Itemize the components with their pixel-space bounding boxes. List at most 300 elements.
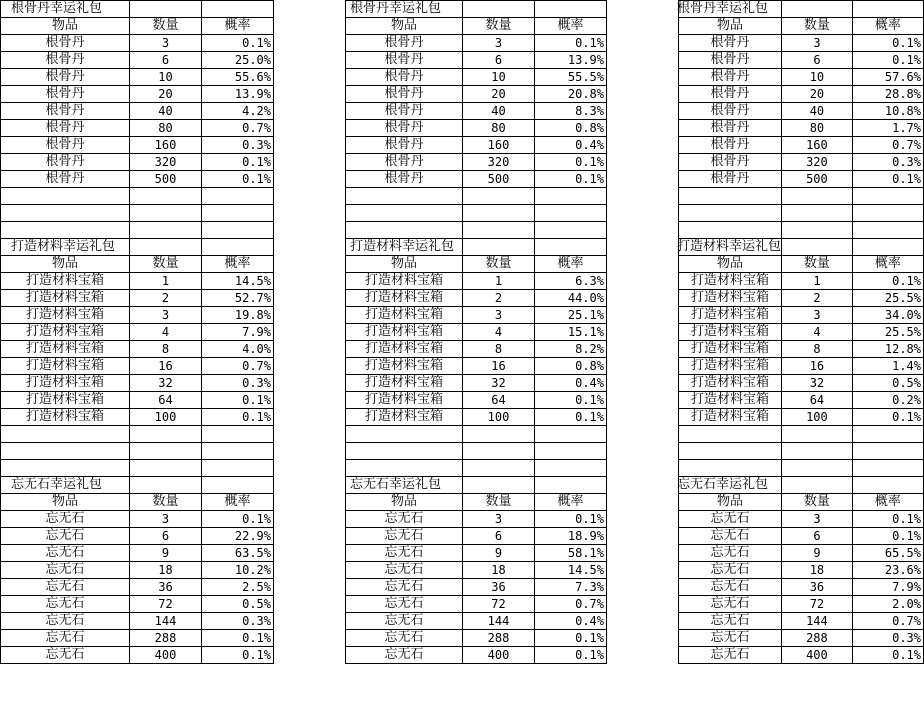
header-item[interactable]: 物品 [346, 18, 463, 35]
empty-cell[interactable] [782, 1, 853, 18]
item-name-cell[interactable]: 根骨丹 [346, 154, 463, 171]
item-name-cell[interactable]: 忘无石 [346, 647, 463, 664]
quantity-cell[interactable]: 6 [463, 52, 535, 69]
empty-cell[interactable] [130, 239, 202, 256]
header-quantity[interactable]: 数量 [130, 256, 202, 273]
item-name-cell[interactable]: 打造材料宝箱 [679, 341, 782, 358]
item-name-cell[interactable]: 根骨丹 [679, 69, 782, 86]
probability-cell[interactable]: 0.5% [202, 596, 274, 613]
item-name-cell[interactable]: 忘无石 [1, 579, 130, 596]
section-title[interactable]: 根骨丹幸运礼包 [1, 1, 130, 18]
section-title[interactable]: 忘无石幸运礼包 [1, 477, 130, 494]
item-name-cell[interactable]: 忘无石 [346, 613, 463, 630]
quantity-cell[interactable]: 32 [463, 375, 535, 392]
empty-cell[interactable] [463, 205, 535, 222]
item-name-cell[interactable]: 打造材料宝箱 [346, 358, 463, 375]
quantity-cell[interactable]: 320 [463, 154, 535, 171]
empty-cell[interactable] [679, 460, 782, 477]
item-name-cell[interactable]: 忘无石 [679, 630, 782, 647]
empty-cell[interactable] [202, 188, 274, 205]
empty-cell[interactable] [463, 460, 535, 477]
quantity-cell[interactable]: 320 [782, 154, 853, 171]
empty-cell[interactable] [782, 426, 853, 443]
item-name-cell[interactable]: 打造材料宝箱 [679, 358, 782, 375]
probability-cell[interactable]: 2.5% [202, 579, 274, 596]
item-name-cell[interactable]: 根骨丹 [679, 86, 782, 103]
empty-cell[interactable] [202, 477, 274, 494]
quantity-cell[interactable]: 10 [782, 69, 853, 86]
empty-cell[interactable] [535, 426, 607, 443]
item-name-cell[interactable]: 打造材料宝箱 [1, 392, 130, 409]
item-name-cell[interactable]: 忘无石 [1, 511, 130, 528]
empty-cell[interactable] [535, 188, 607, 205]
quantity-cell[interactable]: 6 [130, 528, 202, 545]
empty-cell[interactable] [852, 1, 923, 18]
header-probability[interactable]: 概率 [852, 256, 923, 273]
header-probability[interactable]: 概率 [535, 256, 607, 273]
empty-cell[interactable] [535, 1, 607, 18]
probability-cell[interactable]: 57.6% [852, 69, 923, 86]
probability-cell[interactable]: 8.3% [535, 103, 607, 120]
item-name-cell[interactable]: 根骨丹 [679, 35, 782, 52]
quantity-cell[interactable]: 16 [130, 358, 202, 375]
item-name-cell[interactable]: 打造材料宝箱 [346, 392, 463, 409]
probability-cell[interactable]: 0.1% [852, 647, 923, 664]
item-name-cell[interactable]: 打造材料宝箱 [1, 341, 130, 358]
probability-cell[interactable]: 0.1% [852, 273, 923, 290]
item-name-cell[interactable]: 根骨丹 [679, 171, 782, 188]
probability-cell[interactable]: 0.3% [202, 137, 274, 154]
probability-cell[interactable]: 0.4% [535, 375, 607, 392]
header-quantity[interactable]: 数量 [782, 494, 853, 511]
quantity-cell[interactable]: 9 [782, 545, 853, 562]
item-name-cell[interactable]: 打造材料宝箱 [679, 273, 782, 290]
quantity-cell[interactable]: 10 [463, 69, 535, 86]
empty-cell[interactable] [346, 205, 463, 222]
quantity-cell[interactable]: 400 [463, 647, 535, 664]
quantity-cell[interactable]: 72 [463, 596, 535, 613]
empty-cell[interactable] [852, 188, 923, 205]
quantity-cell[interactable]: 2 [463, 290, 535, 307]
probability-cell[interactable]: 44.0% [535, 290, 607, 307]
empty-cell[interactable] [130, 1, 202, 18]
probability-cell[interactable]: 0.1% [202, 392, 274, 409]
probability-cell[interactable]: 63.5% [202, 545, 274, 562]
item-name-cell[interactable]: 忘无石 [679, 613, 782, 630]
item-name-cell[interactable]: 忘无石 [346, 528, 463, 545]
item-name-cell[interactable]: 忘无石 [1, 545, 130, 562]
quantity-cell[interactable]: 64 [463, 392, 535, 409]
quantity-cell[interactable]: 18 [463, 562, 535, 579]
quantity-cell[interactable]: 32 [782, 375, 853, 392]
empty-cell[interactable] [346, 426, 463, 443]
quantity-cell[interactable]: 160 [782, 137, 853, 154]
probability-cell[interactable]: 2.0% [852, 596, 923, 613]
quantity-cell[interactable]: 40 [782, 103, 853, 120]
probability-cell[interactable]: 0.3% [202, 375, 274, 392]
item-name-cell[interactable]: 打造材料宝箱 [346, 273, 463, 290]
quantity-cell[interactable]: 320 [130, 154, 202, 171]
item-name-cell[interactable]: 忘无石 [346, 579, 463, 596]
quantity-cell[interactable]: 20 [463, 86, 535, 103]
empty-cell[interactable] [535, 443, 607, 460]
probability-cell[interactable]: 0.1% [202, 647, 274, 664]
item-name-cell[interactable]: 打造材料宝箱 [1, 273, 130, 290]
header-probability[interactable]: 概率 [852, 494, 923, 511]
empty-cell[interactable] [1, 443, 130, 460]
item-name-cell[interactable]: 根骨丹 [1, 35, 130, 52]
empty-cell[interactable] [852, 426, 923, 443]
empty-cell[interactable] [346, 222, 463, 239]
item-name-cell[interactable]: 根骨丹 [346, 103, 463, 120]
item-name-cell[interactable]: 忘无石 [346, 562, 463, 579]
header-quantity[interactable]: 数量 [130, 494, 202, 511]
section-title[interactable]: 忘无石幸运礼包 [346, 477, 463, 494]
item-name-cell[interactable]: 根骨丹 [1, 120, 130, 137]
section-title[interactable]: 根骨丹幸运礼包 [679, 1, 782, 18]
item-name-cell[interactable]: 打造材料宝箱 [346, 409, 463, 426]
probability-cell[interactable]: 0.1% [535, 154, 607, 171]
probability-cell[interactable]: 0.3% [852, 630, 923, 647]
quantity-cell[interactable]: 4 [130, 324, 202, 341]
item-name-cell[interactable]: 根骨丹 [346, 35, 463, 52]
section-title[interactable]: 打造材料幸运礼包 [677, 239, 782, 254]
quantity-cell[interactable]: 9 [463, 545, 535, 562]
item-name-cell[interactable]: 根骨丹 [1, 103, 130, 120]
empty-cell[interactable] [852, 222, 923, 239]
item-name-cell[interactable]: 根骨丹 [1, 137, 130, 154]
empty-cell[interactable] [535, 239, 607, 256]
item-name-cell[interactable]: 根骨丹 [679, 120, 782, 137]
item-name-cell[interactable]: 根骨丹 [1, 86, 130, 103]
empty-cell[interactable] [202, 426, 274, 443]
probability-cell[interactable]: 0.1% [535, 630, 607, 647]
probability-cell[interactable]: 0.1% [535, 35, 607, 52]
quantity-cell[interactable]: 80 [782, 120, 853, 137]
quantity-cell[interactable]: 4 [782, 324, 853, 341]
empty-cell[interactable] [679, 188, 782, 205]
empty-cell[interactable] [679, 222, 782, 239]
probability-cell[interactable]: 20.8% [535, 86, 607, 103]
header-item[interactable]: 物品 [1, 256, 130, 273]
quantity-cell[interactable]: 400 [130, 647, 202, 664]
probability-cell[interactable]: 0.1% [852, 409, 923, 426]
item-name-cell[interactable]: 打造材料宝箱 [1, 409, 130, 426]
header-quantity[interactable]: 数量 [463, 256, 535, 273]
empty-cell[interactable] [852, 443, 923, 460]
empty-cell[interactable] [346, 443, 463, 460]
probability-cell[interactable]: 1.7% [852, 120, 923, 137]
quantity-cell[interactable]: 500 [782, 171, 853, 188]
quantity-cell[interactable]: 64 [130, 392, 202, 409]
quantity-cell[interactable]: 80 [130, 120, 202, 137]
item-name-cell[interactable]: 打造材料宝箱 [346, 324, 463, 341]
probability-cell[interactable]: 0.1% [852, 52, 923, 69]
probability-cell[interactable]: 28.8% [852, 86, 923, 103]
item-name-cell[interactable]: 根骨丹 [679, 52, 782, 69]
quantity-cell[interactable]: 3 [782, 511, 853, 528]
probability-cell[interactable]: 18.9% [535, 528, 607, 545]
probability-cell[interactable]: 0.1% [202, 511, 274, 528]
empty-cell[interactable] [1, 205, 130, 222]
section-title[interactable]: 打造材料幸运礼包 [346, 239, 463, 256]
quantity-cell[interactable]: 20 [130, 86, 202, 103]
item-name-cell[interactable]: 忘无石 [346, 596, 463, 613]
empty-cell[interactable] [130, 443, 202, 460]
item-name-cell[interactable]: 打造材料宝箱 [1, 324, 130, 341]
item-name-cell[interactable]: 打造材料宝箱 [1, 307, 130, 324]
probability-cell[interactable]: 0.1% [202, 35, 274, 52]
probability-cell[interactable]: 25.0% [202, 52, 274, 69]
probability-cell[interactable]: 1.4% [852, 358, 923, 375]
item-name-cell[interactable]: 根骨丹 [346, 137, 463, 154]
probability-cell[interactable]: 14.5% [202, 273, 274, 290]
quantity-cell[interactable]: 36 [463, 579, 535, 596]
item-name-cell[interactable]: 打造材料宝箱 [679, 307, 782, 324]
item-name-cell[interactable]: 打造材料宝箱 [346, 341, 463, 358]
quantity-cell[interactable]: 4 [463, 324, 535, 341]
quantity-cell[interactable]: 10 [130, 69, 202, 86]
probability-cell[interactable]: 65.5% [852, 545, 923, 562]
item-name-cell[interactable]: 忘无石 [679, 647, 782, 664]
item-name-cell[interactable]: 忘无石 [1, 613, 130, 630]
item-name-cell[interactable]: 忘无石 [679, 562, 782, 579]
item-name-cell[interactable]: 打造材料宝箱 [346, 307, 463, 324]
quantity-cell[interactable]: 2 [782, 290, 853, 307]
probability-cell[interactable]: 0.1% [535, 392, 607, 409]
section-title[interactable]: 打造材料幸运礼包 [1, 239, 130, 256]
probability-cell[interactable]: 0.3% [852, 154, 923, 171]
empty-cell[interactable] [463, 188, 535, 205]
quantity-cell[interactable]: 3 [463, 307, 535, 324]
empty-cell[interactable] [463, 1, 535, 18]
probability-cell[interactable]: 0.1% [202, 409, 274, 426]
empty-cell[interactable] [535, 205, 607, 222]
empty-cell[interactable] [535, 460, 607, 477]
item-name-cell[interactable]: 打造材料宝箱 [1, 375, 130, 392]
empty-cell[interactable] [202, 205, 274, 222]
quantity-cell[interactable]: 144 [130, 613, 202, 630]
probability-cell[interactable]: 34.0% [852, 307, 923, 324]
quantity-cell[interactable]: 80 [463, 120, 535, 137]
section-title[interactable]: 根骨丹幸运礼包 [346, 1, 463, 18]
item-name-cell[interactable]: 根骨丹 [346, 52, 463, 69]
item-name-cell[interactable]: 打造材料宝箱 [1, 358, 130, 375]
quantity-cell[interactable]: 288 [130, 630, 202, 647]
quantity-cell[interactable]: 18 [782, 562, 853, 579]
quantity-cell[interactable]: 160 [463, 137, 535, 154]
quantity-cell[interactable]: 100 [782, 409, 853, 426]
probability-cell[interactable]: 0.5% [852, 375, 923, 392]
quantity-cell[interactable]: 16 [463, 358, 535, 375]
quantity-cell[interactable]: 3 [463, 35, 535, 52]
quantity-cell[interactable]: 8 [130, 341, 202, 358]
item-name-cell[interactable]: 根骨丹 [1, 69, 130, 86]
empty-cell[interactable] [679, 426, 782, 443]
header-quantity[interactable]: 数量 [130, 18, 202, 35]
probability-cell[interactable]: 25.5% [852, 324, 923, 341]
item-name-cell[interactable]: 根骨丹 [346, 69, 463, 86]
probability-cell[interactable]: 0.4% [535, 137, 607, 154]
header-item[interactable]: 物品 [1, 494, 130, 511]
item-name-cell[interactable]: 打造材料宝箱 [679, 375, 782, 392]
probability-cell[interactable]: 0.7% [535, 596, 607, 613]
header-probability[interactable]: 概率 [202, 256, 274, 273]
quantity-cell[interactable]: 8 [463, 341, 535, 358]
quantity-cell[interactable]: 1 [463, 273, 535, 290]
empty-cell[interactable] [852, 239, 923, 256]
quantity-cell[interactable]: 72 [782, 596, 853, 613]
header-probability[interactable]: 概率 [852, 18, 923, 35]
item-name-cell[interactable]: 根骨丹 [679, 137, 782, 154]
quantity-cell[interactable]: 32 [130, 375, 202, 392]
item-name-cell[interactable]: 忘无石 [679, 528, 782, 545]
empty-cell[interactable] [130, 222, 202, 239]
probability-cell[interactable]: 55.6% [202, 69, 274, 86]
item-name-cell[interactable]: 打造材料宝箱 [679, 324, 782, 341]
quantity-cell[interactable]: 6 [130, 52, 202, 69]
empty-cell[interactable] [202, 460, 274, 477]
probability-cell[interactable]: 0.4% [535, 613, 607, 630]
probability-cell[interactable]: 0.1% [202, 630, 274, 647]
probability-cell[interactable]: 7.9% [202, 324, 274, 341]
empty-cell[interactable] [852, 477, 923, 494]
item-name-cell[interactable]: 根骨丹 [1, 171, 130, 188]
item-name-cell[interactable]: 忘无石 [1, 596, 130, 613]
item-name-cell[interactable]: 根骨丹 [1, 154, 130, 171]
empty-cell[interactable] [130, 460, 202, 477]
quantity-cell[interactable]: 144 [463, 613, 535, 630]
probability-cell[interactable]: 10.8% [852, 103, 923, 120]
probability-cell[interactable]: 10.2% [202, 562, 274, 579]
empty-cell[interactable] [782, 443, 853, 460]
quantity-cell[interactable]: 6 [463, 528, 535, 545]
quantity-cell[interactable]: 160 [130, 137, 202, 154]
item-name-cell[interactable]: 忘无石 [1, 630, 130, 647]
empty-cell[interactable] [130, 188, 202, 205]
quantity-cell[interactable]: 16 [782, 358, 853, 375]
empty-cell[interactable] [202, 443, 274, 460]
empty-cell[interactable] [130, 205, 202, 222]
header-probability[interactable]: 概率 [202, 494, 274, 511]
header-probability[interactable]: 概率 [535, 494, 607, 511]
item-name-cell[interactable]: 打造材料宝箱 [1, 290, 130, 307]
item-name-cell[interactable]: 根骨丹 [346, 120, 463, 137]
item-name-cell[interactable]: 忘无石 [346, 545, 463, 562]
item-name-cell[interactable]: 忘无石 [679, 596, 782, 613]
probability-cell[interactable]: 58.1% [535, 545, 607, 562]
quantity-cell[interactable]: 400 [782, 647, 853, 664]
header-quantity[interactable]: 数量 [782, 18, 853, 35]
item-name-cell[interactable]: 忘无石 [346, 630, 463, 647]
header-item[interactable]: 物品 [346, 494, 463, 511]
empty-cell[interactable] [463, 426, 535, 443]
item-name-cell[interactable]: 打造材料宝箱 [679, 409, 782, 426]
quantity-cell[interactable]: 64 [782, 392, 853, 409]
item-name-cell[interactable]: 忘无石 [679, 511, 782, 528]
empty-cell[interactable] [130, 426, 202, 443]
probability-cell[interactable]: 25.5% [852, 290, 923, 307]
probability-cell[interactable]: 0.8% [535, 120, 607, 137]
empty-cell[interactable] [679, 443, 782, 460]
probability-cell[interactable]: 15.1% [535, 324, 607, 341]
item-name-cell[interactable]: 根骨丹 [346, 86, 463, 103]
quantity-cell[interactable]: 6 [782, 528, 853, 545]
quantity-cell[interactable]: 3 [782, 35, 853, 52]
quantity-cell[interactable]: 6 [782, 52, 853, 69]
header-probability[interactable]: 概率 [202, 18, 274, 35]
quantity-cell[interactable]: 100 [463, 409, 535, 426]
probability-cell[interactable]: 52.7% [202, 290, 274, 307]
probability-cell[interactable]: 55.5% [535, 69, 607, 86]
empty-cell[interactable] [463, 239, 535, 256]
quantity-cell[interactable]: 500 [130, 171, 202, 188]
probability-cell[interactable]: 0.1% [202, 154, 274, 171]
header-probability[interactable]: 概率 [535, 18, 607, 35]
item-name-cell[interactable]: 根骨丹 [346, 171, 463, 188]
quantity-cell[interactable]: 3 [130, 511, 202, 528]
empty-cell[interactable] [202, 1, 274, 18]
probability-cell[interactable]: 0.7% [202, 120, 274, 137]
probability-cell[interactable]: 0.1% [535, 647, 607, 664]
empty-cell[interactable] [535, 477, 607, 494]
probability-cell[interactable]: 8.2% [535, 341, 607, 358]
quantity-cell[interactable]: 2 [130, 290, 202, 307]
probability-cell[interactable]: 0.1% [202, 171, 274, 188]
probability-cell[interactable]: 13.9% [202, 86, 274, 103]
probability-cell[interactable]: 25.1% [535, 307, 607, 324]
empty-cell[interactable] [463, 477, 535, 494]
probability-cell[interactable]: 0.7% [852, 613, 923, 630]
item-name-cell[interactable]: 打造材料宝箱 [679, 290, 782, 307]
item-name-cell[interactable]: 根骨丹 [1, 52, 130, 69]
quantity-cell[interactable]: 144 [782, 613, 853, 630]
quantity-cell[interactable]: 36 [782, 579, 853, 596]
probability-cell[interactable]: 0.1% [852, 35, 923, 52]
quantity-cell[interactable]: 100 [130, 409, 202, 426]
quantity-cell[interactable]: 18 [130, 562, 202, 579]
probability-cell[interactable]: 4.0% [202, 341, 274, 358]
probability-cell[interactable]: 0.1% [535, 511, 607, 528]
quantity-cell[interactable]: 36 [130, 579, 202, 596]
header-item[interactable]: 物品 [346, 256, 463, 273]
empty-cell[interactable] [852, 205, 923, 222]
empty-cell[interactable] [463, 443, 535, 460]
header-item[interactable]: 物品 [679, 494, 782, 511]
empty-cell[interactable] [782, 460, 853, 477]
probability-cell[interactable]: 0.1% [852, 511, 923, 528]
item-name-cell[interactable]: 忘无石 [1, 528, 130, 545]
empty-cell[interactable] [130, 477, 202, 494]
probability-cell[interactable]: 0.1% [535, 171, 607, 188]
quantity-cell[interactable]: 1 [130, 273, 202, 290]
probability-cell[interactable]: 14.5% [535, 562, 607, 579]
quantity-cell[interactable]: 3 [463, 511, 535, 528]
header-item[interactable]: 物品 [679, 18, 782, 35]
item-name-cell[interactable]: 打造材料宝箱 [679, 392, 782, 409]
empty-cell[interactable] [1, 222, 130, 239]
quantity-cell[interactable]: 8 [782, 341, 853, 358]
header-quantity[interactable]: 数量 [463, 18, 535, 35]
header-quantity[interactable]: 数量 [463, 494, 535, 511]
empty-cell[interactable] [535, 222, 607, 239]
empty-cell[interactable] [463, 222, 535, 239]
probability-cell[interactable]: 6.3% [535, 273, 607, 290]
empty-cell[interactable] [782, 222, 853, 239]
header-quantity[interactable]: 数量 [782, 256, 853, 273]
probability-cell[interactable]: 0.8% [535, 358, 607, 375]
probability-cell[interactable]: 0.1% [535, 409, 607, 426]
